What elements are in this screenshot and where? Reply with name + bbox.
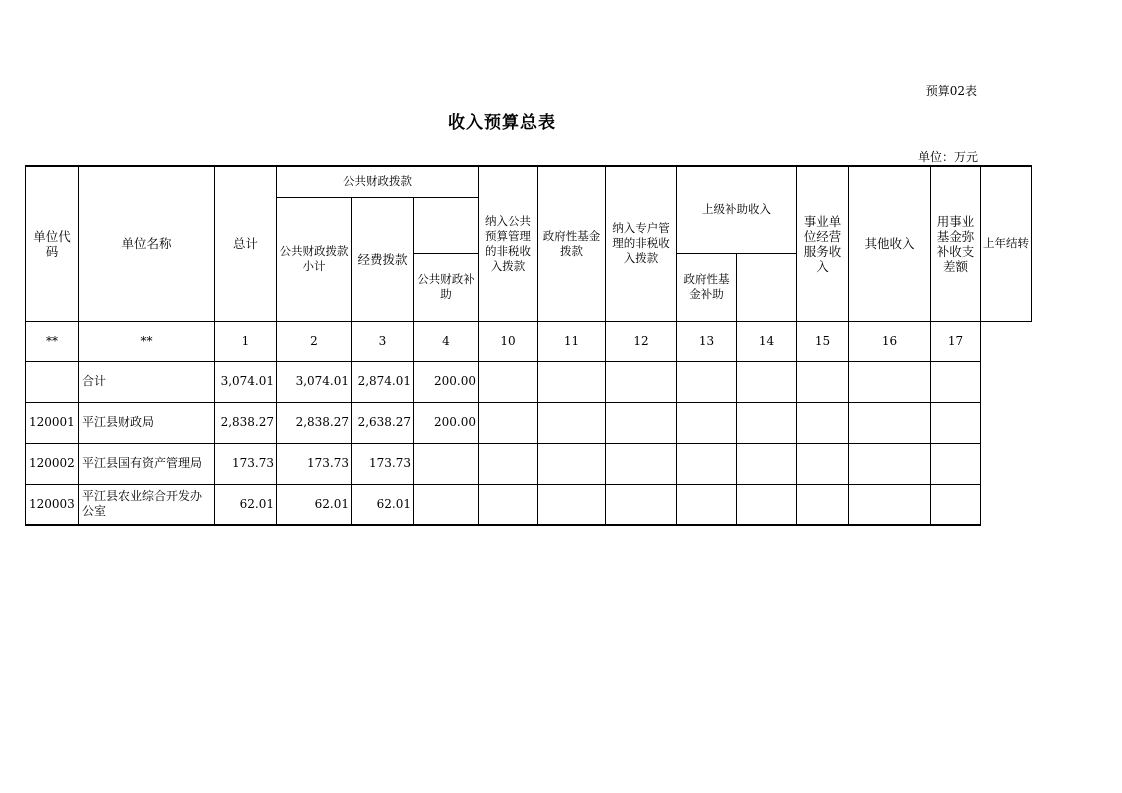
empty-cell <box>606 443 677 484</box>
table-row <box>26 443 1032 484</box>
total-cell: 3,074.01 <box>215 361 277 402</box>
empty-cell <box>849 361 931 402</box>
header-unit-code: 单位代码 <box>26 166 79 321</box>
unit-name-cell: 合计 <box>79 361 215 402</box>
subtotal-cell: 3,074.01 <box>277 361 352 402</box>
table-row <box>26 484 1032 525</box>
non-tax-cell <box>414 443 479 484</box>
index-cell: 16 <box>849 321 931 361</box>
header-carryover: 上年结转 <box>981 166 1032 321</box>
header-superior-public-finance: 公共财政补助 <box>414 253 479 321</box>
empty-cell <box>538 361 606 402</box>
unit-code-cell: 120003 <box>26 484 79 525</box>
empty-cell <box>538 443 606 484</box>
funding-cell: 62.01 <box>352 484 414 525</box>
unit-name-cell: 平江县国有资产管理局 <box>79 443 215 484</box>
empty-cell <box>931 361 981 402</box>
subtotal-cell: 62.01 <box>277 484 352 525</box>
index-cell: ** <box>79 321 215 361</box>
header-funding-allocation: 经费拨款 <box>352 197 414 321</box>
unit-code-cell: 120001 <box>26 402 79 443</box>
header-gov-fund: 政府性基金拨款 <box>538 166 606 321</box>
empty-cell <box>606 361 677 402</box>
subtotal-cell: 173.73 <box>277 443 352 484</box>
empty-cell <box>797 443 849 484</box>
index-cell: 10 <box>479 321 538 361</box>
empty-cell <box>931 402 981 443</box>
unit-code-cell <box>26 361 79 402</box>
subtotal-cell: 2,838.27 <box>277 402 352 443</box>
index-cell: 17 <box>931 321 981 361</box>
header-fund-offset: 用事业基金弥补收支差额 <box>931 166 981 321</box>
unit-code-cell: 120002 <box>26 443 79 484</box>
empty-cell <box>849 484 931 525</box>
income-budget-table <box>25 165 1032 526</box>
empty-cell <box>797 402 849 443</box>
header-total: 总计 <box>215 166 277 321</box>
total-cell: 173.73 <box>215 443 277 484</box>
empty-cell <box>479 402 538 443</box>
index-cell: 3 <box>352 321 414 361</box>
empty-cell <box>849 443 931 484</box>
empty-cell <box>677 443 737 484</box>
form-number: 预算02表 <box>925 84 977 98</box>
empty-cell <box>677 402 737 443</box>
index-row <box>26 321 1032 361</box>
non-tax-cell: 200.00 <box>414 361 479 402</box>
index-cell: 15 <box>797 321 849 361</box>
table-row-total <box>26 361 1032 402</box>
empty-cell <box>479 484 538 525</box>
funding-cell: 173.73 <box>352 443 414 484</box>
empty-cell <box>737 443 797 484</box>
index-cell: 4 <box>414 321 479 361</box>
unit-name-cell: 平江县财政局 <box>79 402 215 443</box>
empty-cell <box>737 361 797 402</box>
header-unit-name: 单位名称 <box>79 166 215 321</box>
index-cell: 14 <box>737 321 797 361</box>
unit-name-cell: 平江县农业综合开发办公室 <box>79 484 215 525</box>
empty-cell <box>931 484 981 525</box>
empty-cell <box>479 361 538 402</box>
total-cell: 2,838.27 <box>215 402 277 443</box>
index-cell: 13 <box>677 321 737 361</box>
header-superior-gov-fund: 政府性基金补助 <box>677 253 737 321</box>
empty-cell <box>538 484 606 525</box>
index-cell: 1 <box>215 321 277 361</box>
header-public-finance-group: 公共财政拨款 <box>277 166 479 197</box>
empty-cell <box>737 402 797 443</box>
empty-cell <box>606 402 677 443</box>
index-cell: 2 <box>277 321 352 361</box>
non-tax-cell: 200.00 <box>414 402 479 443</box>
unit-label: 单位：万元 <box>917 150 978 164</box>
index-cell: ** <box>26 321 79 361</box>
header-public-finance-subtotal: 公共财政拨款小计 <box>277 197 352 321</box>
empty-cell <box>797 484 849 525</box>
header-superior-subsidy-group: 上级补助收入 <box>677 166 797 253</box>
total-cell: 62.01 <box>215 484 277 525</box>
funding-cell: 2,874.01 <box>352 361 414 402</box>
empty-cell <box>606 484 677 525</box>
header-business-income: 事业单位经营服务收入 <box>797 166 849 321</box>
funding-cell: 2,638.27 <box>352 402 414 443</box>
empty-cell <box>931 443 981 484</box>
empty-cell <box>797 361 849 402</box>
empty-cell <box>737 484 797 525</box>
empty-cell <box>538 402 606 443</box>
index-cell: 11 <box>538 321 606 361</box>
empty-cell <box>479 443 538 484</box>
header-non-tax-budget: 纳入公共预算管理的非税收入拨款 <box>479 166 538 321</box>
non-tax-cell <box>414 484 479 525</box>
index-cell: 12 <box>606 321 677 361</box>
page-title: 收入预算总表 <box>448 113 556 133</box>
table-row <box>26 402 1032 443</box>
empty-cell <box>677 361 737 402</box>
empty-cell <box>849 402 931 443</box>
header-other-income: 其他收入 <box>849 166 931 321</box>
empty-cell <box>677 484 737 525</box>
header-special-non-tax: 纳入专户管理的非税收入拨款 <box>606 166 677 321</box>
